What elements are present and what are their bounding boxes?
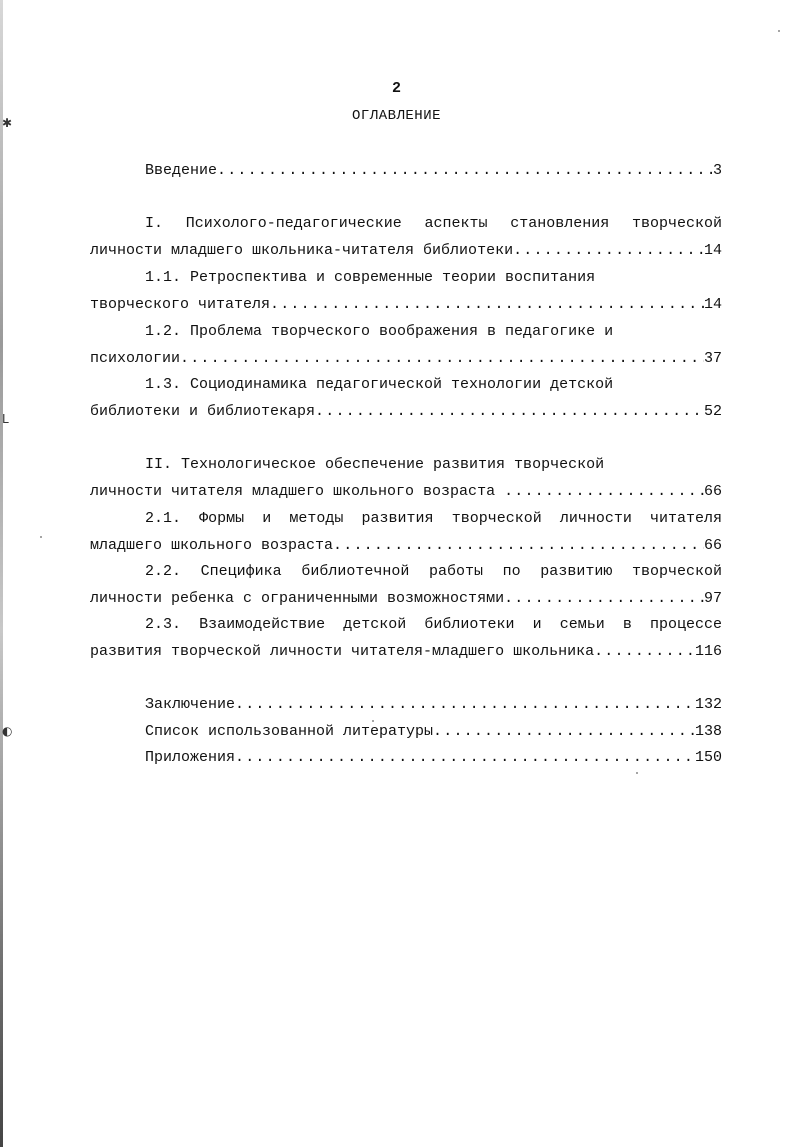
toc-entry-title: библиотеки и библиотекаря	[90, 403, 316, 420]
dot-leader	[333, 536, 704, 556]
toc-chapter-2-continuation[interactable]	[90, 482, 722, 502]
scan-speck	[636, 772, 638, 774]
toc-entry-page: 66	[703, 483, 722, 500]
toc-entry-title: творческого читателя	[90, 296, 271, 313]
dot-leader	[504, 482, 704, 502]
toc-entry-page: 66	[703, 537, 722, 554]
toc-entry-title: Заключение	[145, 696, 236, 713]
dot-leader	[513, 241, 704, 261]
scan-left-edge	[0, 0, 3, 1147]
scan-artifact-mark: ✱	[2, 116, 13, 130]
toc-entry-introduction[interactable]	[145, 161, 722, 181]
dot-leader	[180, 349, 704, 369]
dot-leader	[433, 722, 695, 742]
toc-section-2-2-title[interactable]: 2.2. Специфика библиотечной работы по развитию творческой	[145, 563, 722, 580]
toc-entry-title: Приложения	[145, 749, 236, 766]
toc-entry-page: 150	[694, 749, 722, 766]
page-number: 2	[391, 80, 401, 97]
scan-speck	[778, 30, 780, 32]
toc-section-1-1-continuation[interactable]	[90, 295, 722, 315]
toc-chapter-1-continuation[interactable]	[90, 241, 722, 261]
dot-leader	[504, 589, 704, 609]
toc-heading: ОГЛАВЛЕНИЕ	[351, 108, 441, 124]
toc-section-1-1-title[interactable]: 1.1. Ретроспектива и современные теории воспитания	[145, 269, 596, 286]
toc-entry-page: 116	[694, 643, 722, 660]
toc-entry-page: 97	[703, 590, 722, 607]
toc-entry-title: личности ребенка с ограниченными возможностями	[90, 590, 505, 607]
toc-section-2-1-title[interactable]: 2.1. Формы и методы развития творческой личности читателя	[145, 510, 722, 527]
toc-section-2-3-continuation[interactable]	[90, 642, 722, 662]
toc-section-1-3-continuation[interactable]	[90, 402, 722, 422]
toc-entry-title: Введение	[145, 162, 218, 179]
toc-entry-references[interactable]	[145, 722, 722, 742]
toc-entry-page: 14	[703, 296, 722, 313]
toc-entry-conclusion[interactable]	[145, 695, 722, 715]
toc-entry-page: 52	[703, 403, 722, 420]
dot-leader	[235, 695, 695, 715]
toc-section-2-3-title[interactable]: 2.3. Взаимодействие детской библиотеки и семьи в процессе	[145, 616, 722, 633]
dot-leader	[217, 161, 713, 181]
toc-entry-page: 138	[694, 723, 722, 740]
toc-section-2-1-continuation[interactable]	[90, 536, 722, 556]
dot-leader	[315, 402, 704, 422]
toc-entry-page: 132	[694, 696, 722, 713]
toc-section-2-2-continuation[interactable]	[90, 589, 722, 609]
toc-entry-title: младшего школьного возраста	[90, 537, 334, 554]
scan-speck	[40, 536, 42, 538]
dot-leader	[594, 642, 695, 662]
toc-entry-title: личности читателя младшего школьного возраста	[90, 483, 505, 500]
dot-leader	[270, 295, 704, 315]
toc-chapter-2-title[interactable]: II. Технологическое обеспечение развития творческой	[145, 456, 605, 473]
toc-section-1-2-continuation[interactable]	[90, 349, 722, 369]
scan-artifact-mark: ᒪ	[2, 412, 9, 426]
toc-entry-title: личности младшего школьника-читателя библиотеки	[90, 242, 514, 259]
toc-entry-title: психологии	[90, 350, 181, 367]
toc-entry-appendices[interactable]	[145, 748, 722, 768]
toc-entry-title: Список использованной литературы	[145, 723, 434, 740]
toc-entry-page: 3	[712, 162, 722, 179]
dot-leader	[235, 748, 695, 768]
toc-entry-page: 37	[703, 350, 722, 367]
scan-artifact-mark: ◐	[2, 724, 13, 738]
toc-entry-title: развития творческой личности читателя-младшего школьника	[90, 643, 595, 660]
toc-entry-page: 14	[703, 242, 722, 259]
toc-chapter-1-title[interactable]: I. Психолого-педагогические аспекты становления творческой	[145, 215, 722, 232]
toc-section-1-2-title[interactable]: 1.2. Проблема творческого воображения в педагогике и	[145, 323, 614, 340]
toc-section-1-3-title[interactable]: 1.3. Социодинамика педагогической технологии детской	[145, 376, 614, 393]
